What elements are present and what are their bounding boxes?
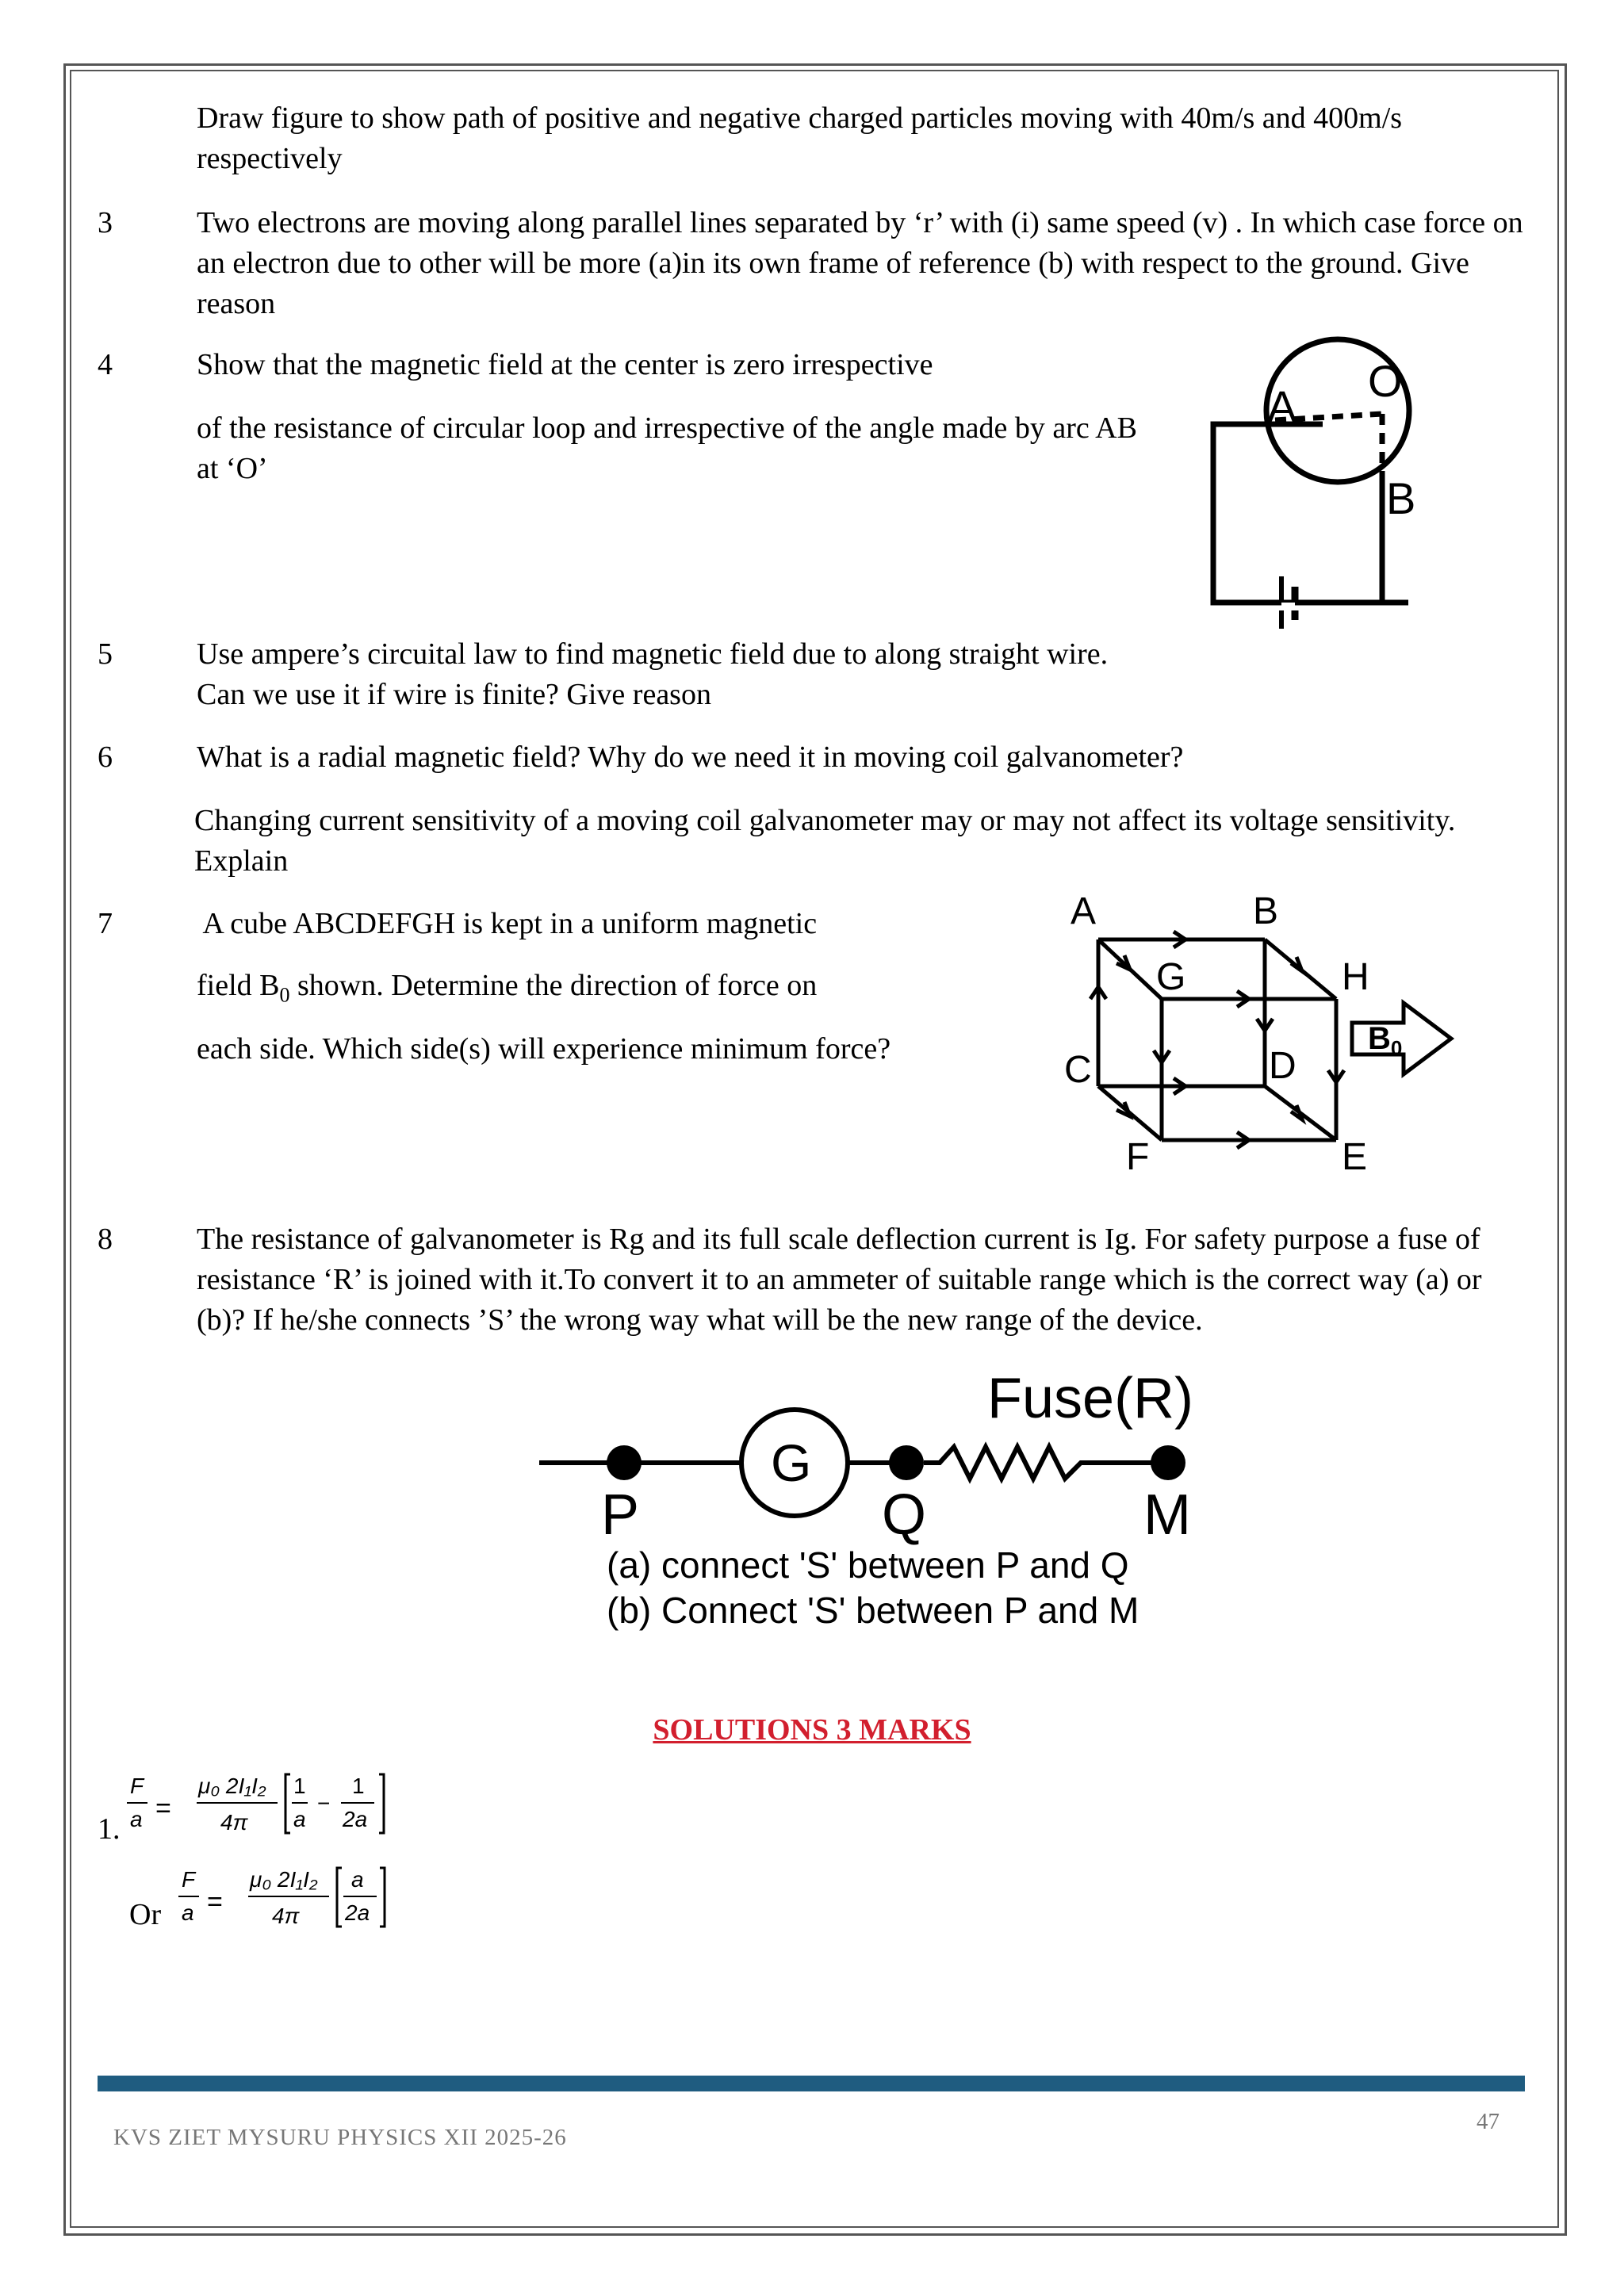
svg-text:1: 1	[352, 1774, 365, 1798]
question-6-extra: Changing current sensitivity of a moving coil galvanometer may or may not affect its voltage sensitivity. Explain	[194, 804, 1456, 878]
label-b: B	[1386, 473, 1416, 523]
vertex-a: A	[1071, 890, 1097, 932]
label-q: Q	[882, 1483, 927, 1547]
svg-text:=: =	[207, 1887, 223, 1917]
svg-text:1: 1	[293, 1774, 306, 1798]
svg-text:F: F	[130, 1774, 144, 1798]
svg-text:2a: 2a	[343, 1807, 368, 1831]
option-a: (a) connect 'S' between P and Q	[607, 1544, 1129, 1586]
question-4-line2: of the resistance of circular loop and irrespective of the angle made by arc AB at ‘O’	[197, 411, 1137, 485]
svg-text:−: −	[317, 1791, 331, 1816]
question-5-text: Use ampere’s circuital law to find magnetic field due to along straight wire. Can we use it if wire is finite? Give reason	[197, 637, 1109, 711]
svg-text:2a: 2a	[345, 1900, 370, 1925]
solution-or-label: Or	[129, 1898, 162, 1931]
question-7-line3: each side. Which side(s) will experience minimum force?	[197, 1032, 891, 1066]
svg-text:4π: 4π	[272, 1904, 300, 1928]
svg-text:a: a	[182, 1900, 194, 1925]
vertex-g: G	[1156, 956, 1186, 998]
question-5-number: 5	[98, 637, 113, 671]
svg-text:F: F	[182, 1867, 196, 1892]
loop-circuit-figure	[1205, 333, 1475, 650]
galvanometer-circuit-figure	[531, 1364, 1245, 1633]
question-6-text: What is a radial magnetic field? Why do we need it in moving coil galvanometer?	[197, 740, 1184, 774]
option-b: (b) Connect 'S' between P and M	[607, 1590, 1139, 1631]
label-m: M	[1143, 1483, 1191, 1547]
question-2-tail: Draw figure to show path of positive and negative charged particles moving with 40m/s and 400m/s respectively	[197, 101, 1403, 175]
question-7-line2: field $B_0$ shown. Determine the direction of force on	[197, 969, 818, 1007]
galvanometer-label: G	[771, 1433, 812, 1492]
solutions-heading: SOLUTIONS 3 MARKS	[653, 1713, 971, 1747]
label-a: A	[1267, 381, 1297, 431]
question-6-number: 6	[98, 740, 113, 774]
node-p	[607, 1445, 642, 1480]
svg-text:a: a	[351, 1867, 364, 1892]
label-o: O	[1368, 356, 1403, 406]
question-7-number: 7	[98, 907, 113, 940]
vertex-c: C	[1064, 1049, 1092, 1091]
fuse-label: Fuse(R)	[987, 1367, 1194, 1430]
solution-1-alt-formula	[178, 1863, 416, 1950]
label-p: P	[601, 1483, 640, 1547]
svg-text:a: a	[130, 1807, 143, 1831]
page-number: 47	[1477, 2109, 1500, 2134]
vertex-h: H	[1342, 956, 1369, 998]
svg-text:4π: 4π	[220, 1810, 248, 1835]
vertex-f: F	[1126, 1136, 1150, 1173]
question-4-number: 4	[98, 348, 113, 381]
svg-text:μ₀ 2I₁I₂: μ₀ 2I₁I₂	[198, 1774, 266, 1798]
svg-text:μ₀ 2I₁I₂: μ₀ 2I₁I₂	[250, 1867, 318, 1892]
left-wire	[1213, 424, 1380, 603]
vertex-d: D	[1269, 1045, 1297, 1087]
svg-text:=: =	[155, 1793, 171, 1823]
footer-text: KVS ZIET MYSURU PHYSICS XII 2025-26	[113, 2125, 567, 2150]
question-8-number: 8	[98, 1223, 113, 1256]
question-7-line1: A cube ABCDEFGH is kept in a uniform magnetic	[197, 907, 818, 940]
solution-1-formula	[127, 1770, 412, 1857]
cube-figure	[1055, 888, 1499, 1173]
svg-text:a: a	[293, 1807, 306, 1831]
fuse-resistor	[924, 1447, 1168, 1479]
node-m	[1151, 1445, 1185, 1480]
footer-bar	[98, 2076, 1525, 2091]
question-3-text: Two electrons are moving along parallel lines separated by ‘r’ with (i) same speed (v) . In which case force on an electron due to other will be more (a)in its own frame of reference (b) with respect to the ground. Give reason	[197, 206, 1523, 320]
field-label: $B_0$	[1368, 1021, 1403, 1060]
question-8-text: The resistance of galvanometer is Rg and its full scale deflection current is Ig. For safety purpose a fuse of resistance ‘R’ is joined with it.To convert it to an ammeter of suitable range which is the correct way (a) or (b)? If he/she connects ’S’ the wrong way what will be the new range of the device.	[197, 1223, 1482, 1337]
vertex-e: E	[1342, 1136, 1368, 1173]
solution-1-number: 1.	[98, 1812, 121, 1846]
node-q	[889, 1445, 924, 1480]
question-4-line1: Show that the magnetic field at the center is zero irrespective	[197, 348, 933, 381]
question-3-number: 3	[98, 206, 113, 239]
vertex-b: B	[1253, 890, 1279, 932]
